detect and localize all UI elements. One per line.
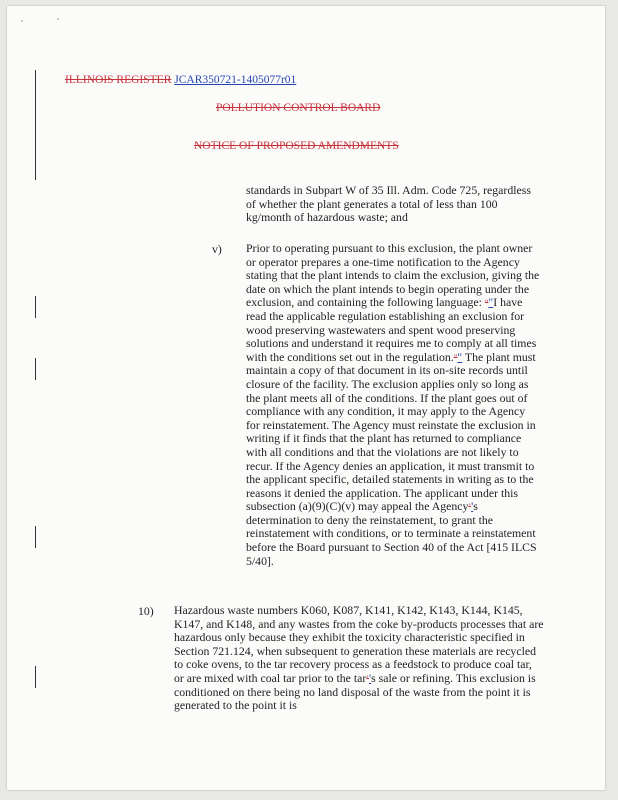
board-header: POLLUTION CONTROL BOARD (216, 102, 381, 114)
change-bar (35, 70, 36, 180)
quote-deleted: ” (453, 352, 458, 362)
scan-speck (57, 18, 59, 20)
register-inserted: JCAR350721-1405077r01 (174, 74, 297, 86)
item-10-label: 10) (138, 604, 154, 618)
quote-inserted: " (488, 295, 494, 310)
continuation-paragraph: standards in Subpart W of 35 Ill. Adm. Code 725, regardless of whether the plant generates a total of less than 100 kg/month of hazardous waste; and (246, 183, 531, 225)
apostrophe-deleted: ’ (468, 502, 472, 512)
register-deleted: ILLINOIS REGISTER (65, 74, 172, 86)
change-bar (35, 526, 36, 548)
quote-deleted: “ (484, 298, 489, 308)
apostrophe-inserted: ' (368, 670, 372, 685)
item-v-label: v) (212, 242, 222, 256)
notice-header: NOTICE OF PROPOSED AMENDMENTS (194, 140, 399, 152)
change-bar (35, 358, 36, 380)
item-v-paragraph: Prior to operating pursuant to this exclusion, the plant owner or operator prepares a one-time notification to the Agency stating that the plant intends to claim the exclusion, giving the date on which the plant intends to begin operating under the exclusion, and containing the following language: “"I have read the applicable regulation establishing an exclusion for wood preserving wastewaters and spent wood preserving solutions and understand it requires me to comply at all times with the conditions set out in the regulation.”" The plant must maintain a copy of that document in its on-site records until closure of the facility. The exclusion applies only so long as the plant meets all of the conditions. If the plant goes out of compliance with any condition, it may apply to the Agency for reinstatement. The Agency must reinstate the exclusion in writing if it finds that the plant has returned to compliance with all conditions and that the violations are not likely to recur. If the Agency denies an application, it must transmit to the applicant specific, detailed statements in writing as to the reasons it denied the application. The applicant under this subsection (a)(9)(C)(v) may appeal the Agency’'s determination to deny the reinstatement, to grant the reinstatement with conditions, or to terminate a reinstatement before the Board pursuant to Section 40 of the Act [415 ILCS 5/40]. (246, 241, 540, 568)
quote-inserted: " (457, 349, 463, 364)
change-bar (35, 296, 36, 318)
register-header (65, 74, 296, 86)
scan-speck (21, 20, 23, 22)
apostrophe-deleted: ’ (366, 673, 369, 683)
document-page (7, 6, 605, 790)
item-10-paragraph: Hazardous waste numbers K060, K087, K141, K142, K143, K144, K145, K147, and K148, and any wastes from the coke by-products processes that are hazardous only because they exhibit the toxicity characteristic specified in Section 721.124, when subsequent to generation these materials are recycled to coke ovens, to the tar recovery process as a feedstock to produce coal tar, or are mixed with coal tar prior to the tar’'s sale or refining. This exclusion is conditioned on there being no land disposal of the waste from the point it is generated to the point it is (174, 603, 544, 713)
change-bar (35, 666, 36, 688)
apostrophe-inserted: ' (471, 499, 474, 514)
